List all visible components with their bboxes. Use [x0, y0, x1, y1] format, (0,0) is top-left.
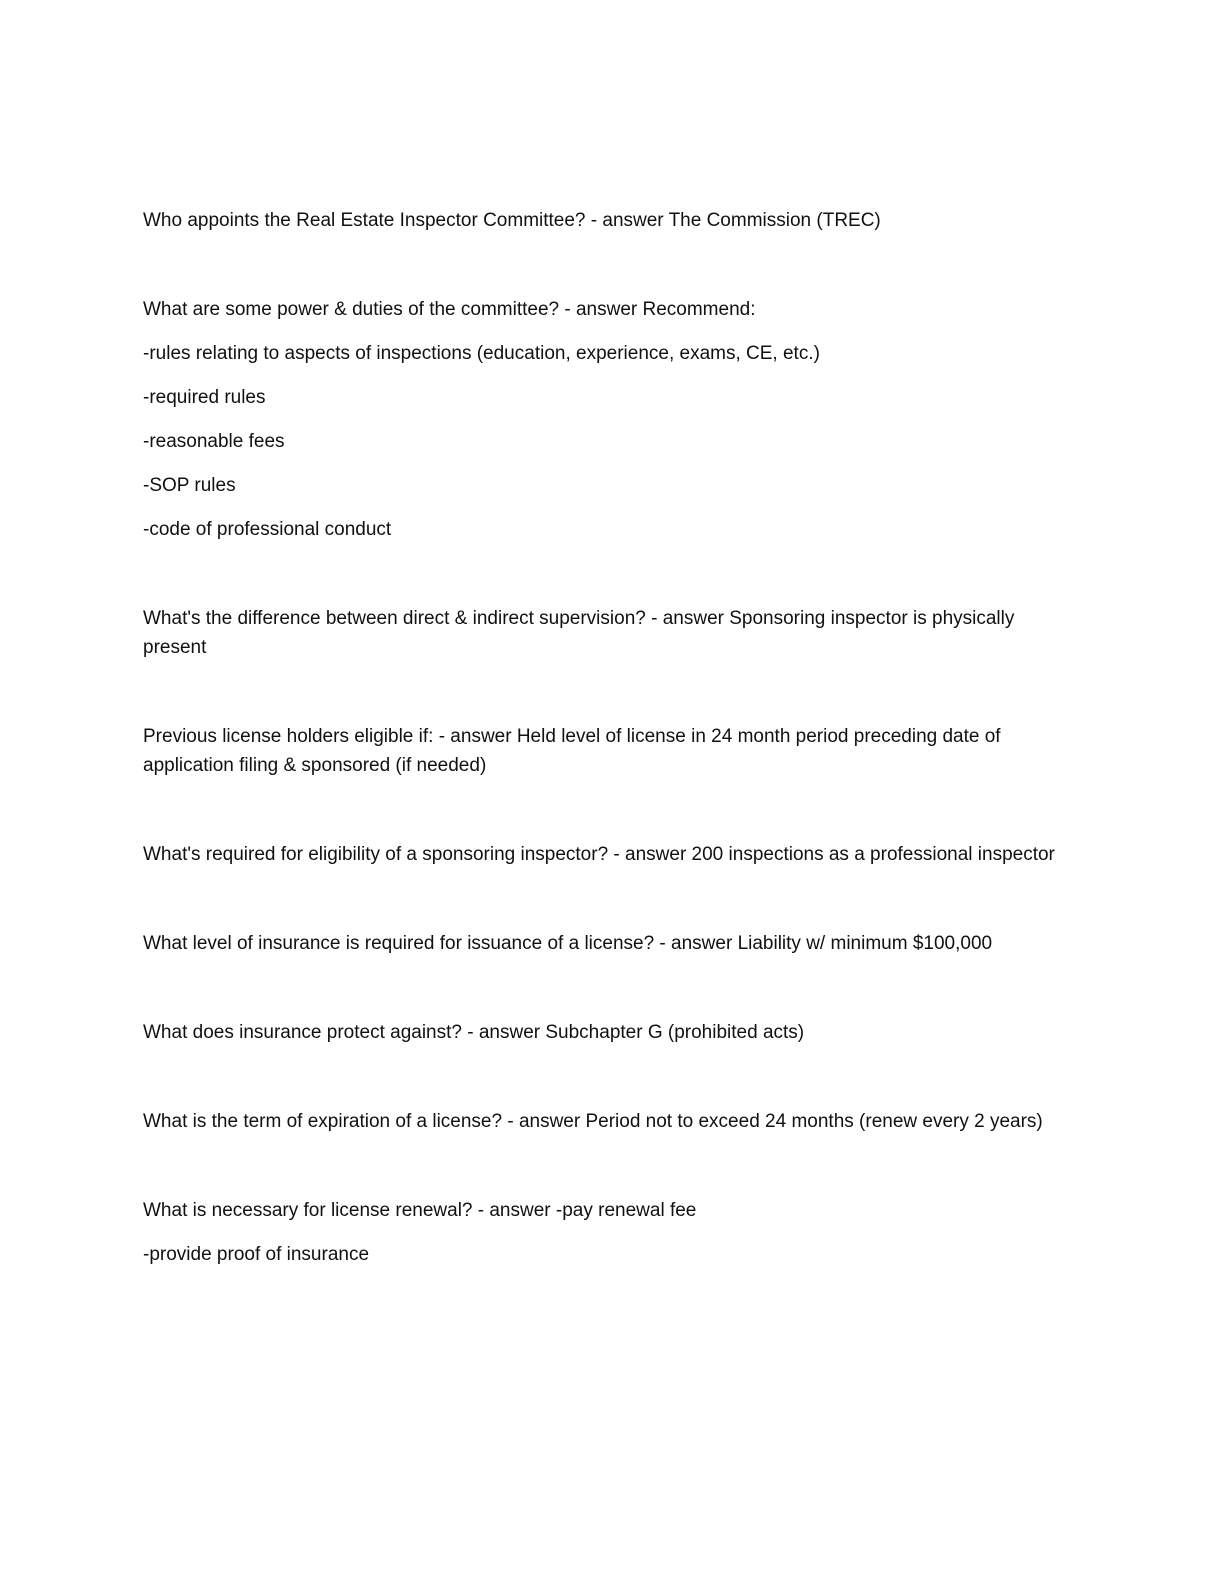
list-item-sop-rules: -SOP rules: [143, 475, 236, 496]
list-item-reasonable-fees: -reasonable fees: [143, 431, 285, 452]
list-item-proof-of-insurance: -provide proof of insurance: [143, 1244, 370, 1265]
qa-item-previous-license-holders: Previous license holders eligible if: - answer Held level of license in 24 month period preceding date of application filing & sponsored (if needed): [143, 726, 1001, 776]
list-item-inspection-rules: -rules relating to aspects of inspections (education, experience, exams, CE, etc.): [143, 343, 820, 364]
qa-item-sponsoring-eligibility: What's required for eligibility of a sponsoring inspector? - answer 200 inspections as a professional inspector: [143, 844, 1055, 865]
qa-item-committee-appointment: Who appoints the Real Estate Inspector Committee? - answer The Commission (TREC): [143, 210, 881, 231]
qa-item-insurance-protection: What does insurance protect against? - answer Subchapter G (prohibited acts): [143, 1022, 805, 1043]
qa-item-license-expiration: What is the term of expiration of a license? - answer Period not to exceed 24 months (renew every 2 years): [143, 1111, 1043, 1132]
qa-item-committee-duties: What are some power & duties of the committee? - answer Recommend:: [143, 299, 756, 320]
list-item-required-rules: -required rules: [143, 387, 266, 408]
qa-item-insurance-level: What level of insurance is required for issuance of a license? - answer Liability w/ minimum $100,000: [143, 933, 993, 954]
list-item-code-of-conduct: -code of professional conduct: [143, 519, 392, 540]
qa-item-supervision-difference: What's the difference between direct & indirect supervision? - answer Sponsoring inspector is physically present: [143, 608, 1015, 658]
document-content: [143, 206, 1073, 1269]
qa-item-license-renewal: What is necessary for license renewal? - answer -pay renewal fee: [143, 1200, 697, 1221]
